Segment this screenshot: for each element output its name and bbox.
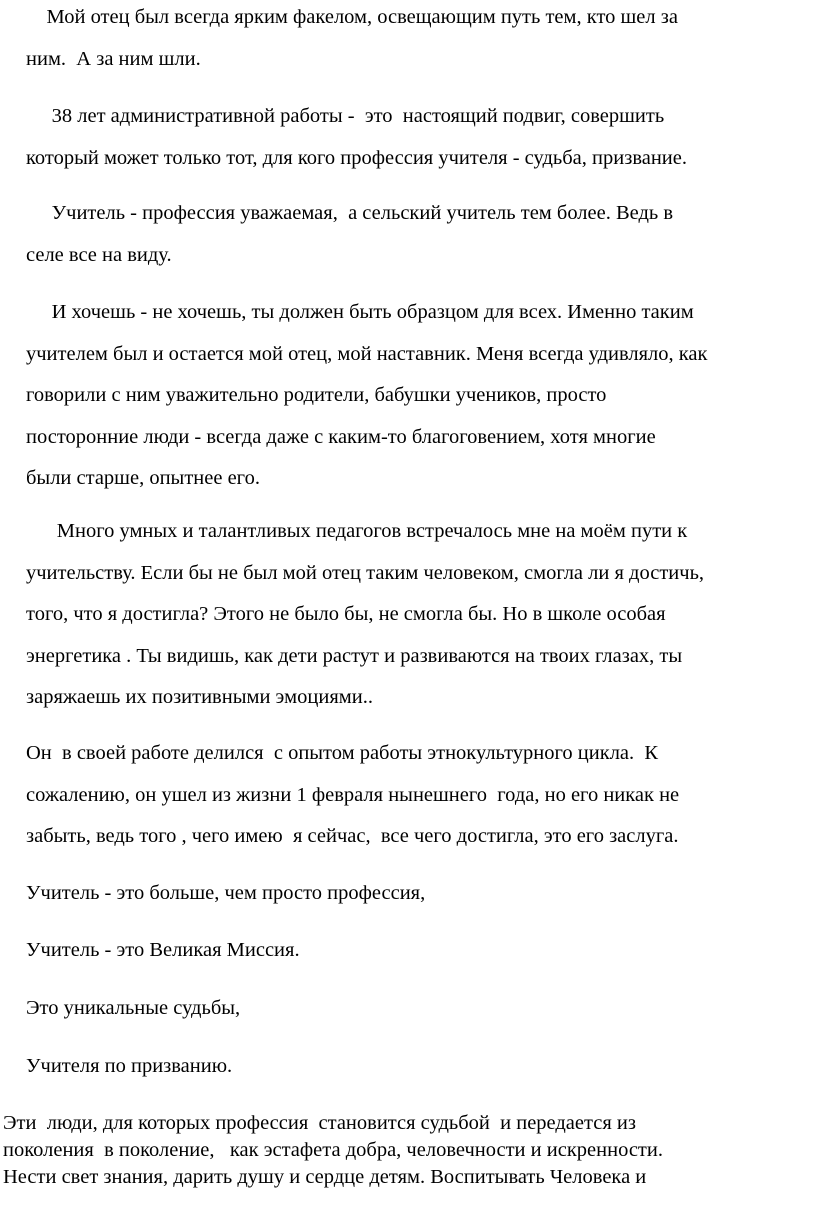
line: Нести свет знания, дарить душу и сердце детям. Воспитывать Человека и [3, 1166, 647, 1188]
line: И хочешь - не хочешь, ты должен быть образцом для всех. Именно таким [26, 301, 694, 323]
line: Учитель - профессия уважаемая, а сельский учитель тем более. Ведь в [26, 202, 674, 224]
line: Много умных и талантливых педагогов встречалось мне на моём пути к [26, 520, 688, 542]
verse-line-2 [26, 930, 300, 972]
line: который может только тот, для кого профессия учителя - судьба, призвание. [26, 146, 687, 169]
line: Это уникальные судьбы, [26, 997, 241, 1019]
paragraph-role-model [26, 292, 708, 500]
line: Он в своей работе делился с опытом работы этнокультурного цикла. К [26, 742, 659, 764]
line: Учитель - это Великая Миссия. [26, 939, 300, 961]
line: заряжаешь их позитивными эмоциями.. [26, 686, 373, 708]
paragraph-38-years [26, 96, 687, 179]
verse-line-3 [26, 988, 240, 1030]
verse-line-4 [26, 1046, 232, 1088]
line: Эти люди, для которых профессия становится судьбой и передается из [3, 1112, 636, 1134]
paragraph-many-teachers [26, 511, 704, 719]
paragraph-these-people [3, 1110, 663, 1191]
line: Учитель - это больше, чем просто профессия, [26, 882, 426, 904]
paragraph-ethnocultural [26, 733, 679, 858]
paragraph-respected-profession [26, 193, 673, 276]
line: энергетика . Ты видишь, как дети растут и развиваются на твоих глазах, ты [26, 644, 683, 667]
line: говорили с ним уважительно родители, бабушки учеников, просто [26, 384, 607, 406]
line: поколения в поколение, как эстафета добра, человечности и искренности. [3, 1139, 663, 1161]
line: 38 лет административной работы - это настоящий подвиг, совершить [26, 105, 665, 127]
line: Учителя по призванию. [26, 1055, 233, 1077]
line: того, что я достигла? Этого не было бы, не смогла бы. Но в школе особая [26, 603, 666, 625]
line: селе все на виду. [26, 243, 172, 266]
line: посторонние люди - всегда даже с каким-то благоговением, хотя многие [26, 425, 656, 448]
line: забыть, ведь того , чего имею я сейчас, все чего достигла, это его заслуга. [26, 825, 679, 847]
verse-line-1 [26, 873, 425, 915]
line: сожалению, он ушел из жизни 1 февраля нынешнего года, но его никак не [26, 783, 680, 806]
line: Мой отец был всегда ярким факелом, освещающим путь тем, кто шел за [26, 6, 678, 28]
line: были старше, опытнее его. [26, 467, 260, 489]
line: ним. А за ним шли. [26, 47, 201, 70]
paragraph-father-torch [26, 0, 678, 80]
line: учительству. Если бы не был мой отец таким человеком, смогла ли я достичь, [26, 561, 705, 584]
line: учителем был и остается мой отец, мой наставник. Меня всегда удивляло, как [26, 342, 708, 365]
